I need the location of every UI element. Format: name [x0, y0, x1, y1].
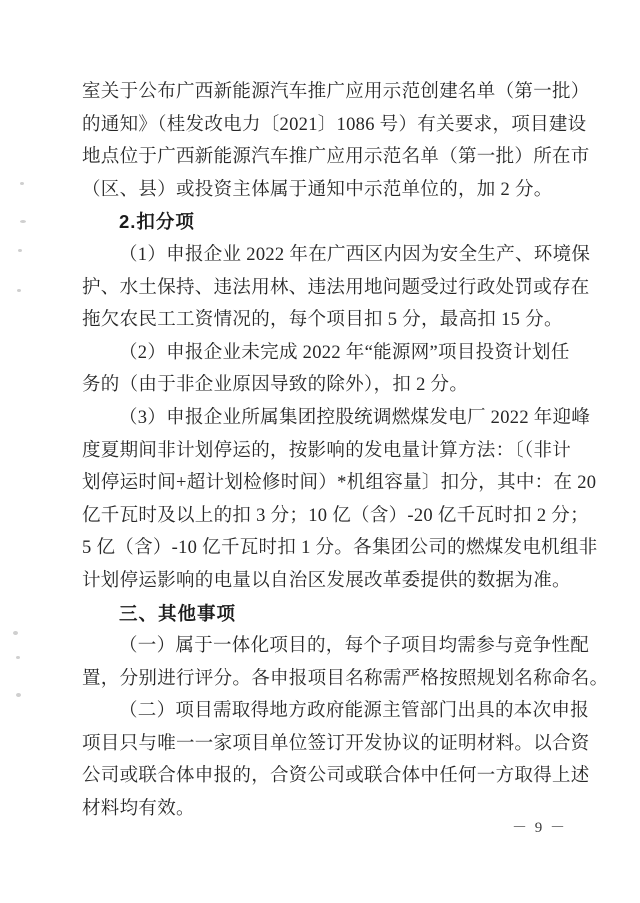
document-line: 公司或联合体申报的，合资公司或联合体中任何一方取得上述	[82, 766, 590, 787]
document-line: 地点位于广西新能源汽车推广应用示范名单（第一批）所在市	[82, 147, 590, 168]
scan-speckle	[20, 220, 26, 223]
document-line: 材料均有效。	[82, 799, 195, 820]
document-line: （1）申报企业 2022 年在广西区内因为安全生产、环境保	[119, 244, 591, 265]
document-line: 度夏期间非计划停运的，按影响的发电量计算方法：〔（非计	[82, 440, 572, 461]
document-line: 室关于公布广西新能源汽车推广应用示范创建名单（第一批）	[82, 82, 590, 102]
document-line: 亿千瓦时及以上的扣 3 分；10 亿（含）-20 亿千瓦时扣 2 分；	[82, 505, 589, 526]
section-heading-other-matters: 三、其他事项	[119, 602, 237, 624]
scan-speckle	[13, 631, 18, 635]
document-line: 护、水土保持、违法用林、违法用地问题受过行政处罚或存在	[82, 277, 590, 298]
scan-speckle	[20, 182, 24, 185]
scan-speckle	[18, 249, 22, 252]
document-line: （2）申报企业未完成 2022 年“能源网”项目投资计划任	[119, 342, 570, 363]
scan-speckle	[17, 289, 21, 292]
document-body	[82, 76, 609, 826]
scan-speckle	[16, 693, 21, 697]
document-line: 项目只与唯一一家项目单位签订开发协议的证明材料。以合资	[82, 733, 590, 754]
page-number: － 9 －	[512, 820, 568, 836]
document-line: 务的（由于非企业原因导致的除外），扣 2 分。	[82, 375, 469, 396]
document-line: 置，分别进行评分。各申报项目名称需严格按照规划名称命名。	[82, 668, 609, 689]
document-line: （二）项目需取得地方政府能源主管部门出具的本次申报	[119, 701, 590, 722]
document-line: 划停运时间+超计划检修时间）*机组容量〕扣分，其中：在 20	[82, 473, 597, 494]
document-line: 计划停运影响的电量以自治区发展改革委提供的数据为准。	[82, 570, 571, 591]
document-line: （区、县）或投资主体属于通知中示范单位的，加 2 分。	[82, 179, 553, 200]
section-heading-deduction-items: 2.扣分项	[119, 211, 195, 233]
scan-speckle	[16, 656, 20, 659]
document-line: （一）属于一体化项目的，每个子项目均需参与竞争性配	[119, 636, 590, 657]
document-line: 的通知》（桂发改电力〔2021〕1086 号）有关要求，项目建设	[82, 114, 587, 135]
document-line: 5 亿（含）-10 亿千瓦时扣 1 分。各集团公司的燃煤发电机组非	[82, 538, 598, 559]
document-line: 拖欠农民工工资情况的，每个项目扣 5 分，最高扣 15 分。	[82, 310, 563, 331]
document-line: （3）申报企业所属集团控股统调燃煤发电厂 2022 年迎峰	[119, 407, 591, 428]
